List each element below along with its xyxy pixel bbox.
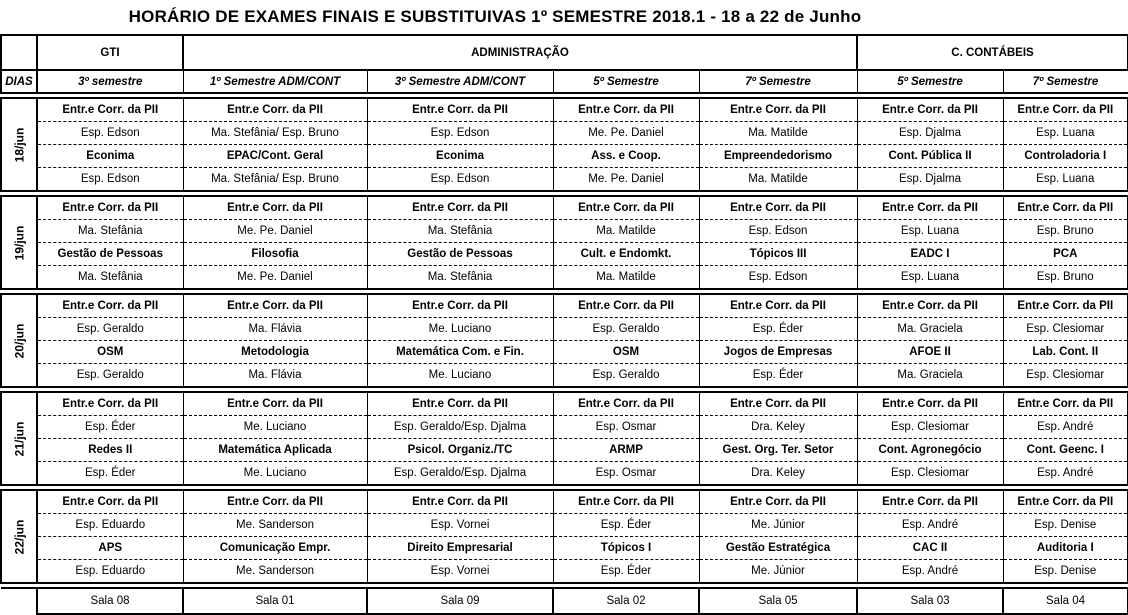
subject-cell: Psicol. Organiz./TC bbox=[367, 439, 553, 462]
subject-cell: Entr.e Corr. da PII bbox=[553, 490, 699, 514]
schedule-row bbox=[1, 537, 1128, 560]
room-cell: Sala 02 bbox=[553, 588, 699, 614]
professor-cell: Esp. Eduardo bbox=[37, 560, 183, 584]
subject-cell: Jogos de Empresas bbox=[699, 341, 857, 364]
subject-cell: Entr.e Corr. da PII bbox=[37, 392, 183, 416]
professor-cell: Esp. Luana bbox=[857, 220, 1003, 243]
semester-header-row bbox=[1, 70, 1128, 93]
subject-cell: AFOE II bbox=[857, 341, 1003, 364]
professor-cell: Esp. Edson bbox=[37, 122, 183, 145]
schedule-row bbox=[1, 145, 1128, 168]
subject-cell: PCA bbox=[1003, 243, 1128, 266]
subject-cell: Matemática Com. e Fin. bbox=[367, 341, 553, 364]
professor-cell: Ma. Stefânia bbox=[367, 220, 553, 243]
professor-cell: Esp. Geraldo bbox=[37, 364, 183, 388]
course-contabeis: C. CONTÁBEIS bbox=[857, 35, 1128, 70]
semester-header: 5º Semestre bbox=[553, 70, 699, 93]
professor-cell: Esp. Éder bbox=[553, 514, 699, 537]
professor-cell: Esp. Geraldo bbox=[37, 318, 183, 341]
room-cell: Sala 01 bbox=[183, 588, 367, 614]
subject-cell: Empreendedorismo bbox=[699, 145, 857, 168]
semester-header: 3º semestre bbox=[37, 70, 183, 93]
subject-cell: Gestão Estratégica bbox=[699, 537, 857, 560]
semester-header: 1º Semestre ADM/CONT bbox=[183, 70, 367, 93]
subject-cell: Tópicos III bbox=[699, 243, 857, 266]
professor-cell: Esp. Vornei bbox=[367, 560, 553, 584]
professor-cell: Esp. Geraldo/Esp. Djalma bbox=[367, 416, 553, 439]
professor-cell: Ma. Stefânia/ Esp. Bruno bbox=[183, 122, 367, 145]
schedule-row bbox=[1, 196, 1128, 220]
professor-cell: Esp. Geraldo bbox=[553, 364, 699, 388]
subject-cell: OSM bbox=[553, 341, 699, 364]
subject-cell: APS bbox=[37, 537, 183, 560]
day-label: 20/jun bbox=[12, 323, 27, 358]
schedule-row bbox=[1, 243, 1128, 266]
day-label-cell bbox=[1, 196, 37, 289]
course-administracao: ADMINISTRAÇÃO bbox=[183, 35, 857, 70]
subject-cell: Metodologia bbox=[183, 341, 367, 364]
subject-cell: Entr.e Corr. da PII bbox=[699, 490, 857, 514]
course-gti: GTI bbox=[37, 35, 183, 70]
professor-cell: Me. Sanderson bbox=[183, 560, 367, 584]
schedule-row bbox=[1, 439, 1128, 462]
schedule-row bbox=[1, 514, 1128, 537]
day-label-cell bbox=[1, 490, 37, 583]
subject-cell: Entr.e Corr. da PII bbox=[183, 98, 367, 122]
subject-cell: Econima bbox=[367, 145, 553, 168]
professor-cell: Esp. Edson bbox=[699, 220, 857, 243]
schedule-row bbox=[1, 462, 1128, 486]
subject-cell: Entr.e Corr. da PII bbox=[857, 490, 1003, 514]
subject-cell: EPAC/Cont. Geral bbox=[183, 145, 367, 168]
professor-cell: Esp. Clesiomar bbox=[857, 462, 1003, 486]
room-cell: Sala 04 bbox=[1003, 588, 1128, 614]
subject-cell: Entr.e Corr. da PII bbox=[1003, 98, 1128, 122]
subject-cell: Ass. e Coop. bbox=[553, 145, 699, 168]
room-cell: Sala 05 bbox=[699, 588, 857, 614]
subject-cell: Entr.e Corr. da PII bbox=[699, 294, 857, 318]
subject-cell: Gest. Org. Ter. Setor bbox=[699, 439, 857, 462]
professor-cell: Esp. Edson bbox=[367, 168, 553, 192]
schedule-row bbox=[1, 294, 1128, 318]
professor-cell: Esp. Edson bbox=[367, 122, 553, 145]
subject-cell: Entr.e Corr. da PII bbox=[183, 392, 367, 416]
professor-cell: Ma. Graciela bbox=[857, 364, 1003, 388]
professor-cell: Esp. Éder bbox=[699, 364, 857, 388]
professor-cell: Dra. Keley bbox=[699, 416, 857, 439]
subject-cell: Entr.e Corr. da PII bbox=[183, 196, 367, 220]
subject-cell: Gestão de Pessoas bbox=[367, 243, 553, 266]
professor-cell: Esp. Éder bbox=[699, 318, 857, 341]
semester-header: 7º Semestre bbox=[699, 70, 857, 93]
subject-cell: Cont. Agronegócio bbox=[857, 439, 1003, 462]
professor-cell: Ma. Stefânia bbox=[37, 266, 183, 290]
professor-cell: Esp. Edson bbox=[699, 266, 857, 290]
professor-cell: Me. Júnior bbox=[699, 560, 857, 584]
schedule-row bbox=[1, 364, 1128, 388]
subject-cell: Tópicos I bbox=[553, 537, 699, 560]
professor-cell: Esp. Luana bbox=[857, 266, 1003, 290]
professor-cell: Ma. Stefânia bbox=[37, 220, 183, 243]
professor-cell: Esp. Bruno bbox=[1003, 266, 1128, 290]
subject-cell: Entr.e Corr. da PII bbox=[367, 196, 553, 220]
semester-header: 7º Semestre bbox=[1003, 70, 1128, 93]
professor-cell: Dra. Keley bbox=[699, 462, 857, 486]
professor-cell: Esp. Bruno bbox=[1003, 220, 1128, 243]
subject-cell: Entr.e Corr. da PII bbox=[857, 196, 1003, 220]
professor-cell: Esp. André bbox=[1003, 462, 1128, 486]
professor-cell: Esp. André bbox=[857, 560, 1003, 584]
subject-cell: Entr.e Corr. da PII bbox=[553, 98, 699, 122]
subject-cell: Entr.e Corr. da PII bbox=[37, 294, 183, 318]
subject-cell: Entr.e Corr. da PII bbox=[37, 196, 183, 220]
professor-cell: Me. Pe. Daniel bbox=[183, 220, 367, 243]
professor-cell: Esp. Geraldo bbox=[553, 318, 699, 341]
professor-cell: Ma. Matilde bbox=[699, 168, 857, 192]
professor-cell: Esp. Vornei bbox=[367, 514, 553, 537]
subject-cell: Matemática Aplicada bbox=[183, 439, 367, 462]
subject-cell: Entr.e Corr. da PII bbox=[553, 196, 699, 220]
professor-cell: Esp. Luana bbox=[1003, 122, 1128, 145]
subject-cell: Entr.e Corr. da PII bbox=[699, 98, 857, 122]
professor-cell: Me. Pe. Daniel bbox=[553, 168, 699, 192]
schedule-row bbox=[1, 266, 1128, 290]
professor-cell: Esp. Eduardo bbox=[37, 514, 183, 537]
subject-cell: Entr.e Corr. da PII bbox=[183, 490, 367, 514]
professor-cell: Ma. Flávia bbox=[183, 318, 367, 341]
subject-cell: Redes II bbox=[37, 439, 183, 462]
day-label: 19/jun bbox=[12, 225, 27, 260]
subject-cell: Cont. Pública II bbox=[857, 145, 1003, 168]
professor-cell: Ma. Matilde bbox=[553, 266, 699, 290]
professor-cell: Ma. Matilde bbox=[699, 122, 857, 145]
subject-cell: Gestão de Pessoas bbox=[37, 243, 183, 266]
professor-cell: Esp. Edson bbox=[37, 168, 183, 192]
day-label-cell bbox=[1, 294, 37, 387]
subject-cell: Entr.e Corr. da PII bbox=[553, 392, 699, 416]
professor-cell: Ma. Stefânia bbox=[367, 266, 553, 290]
professor-cell: Me. Luciano bbox=[367, 318, 553, 341]
professor-cell: Esp. Djalma bbox=[857, 122, 1003, 145]
subject-cell: Entr.e Corr. da PII bbox=[37, 98, 183, 122]
subject-cell: Entr.e Corr. da PII bbox=[367, 392, 553, 416]
room-cell: Sala 08 bbox=[37, 588, 183, 614]
day-label: 22/jun bbox=[12, 519, 27, 554]
subject-cell: ARMP bbox=[553, 439, 699, 462]
professor-cell: Esp. Éder bbox=[37, 462, 183, 486]
subject-cell: Entr.e Corr. da PII bbox=[857, 392, 1003, 416]
professor-cell: Esp. Osmar bbox=[553, 416, 699, 439]
professor-cell: Me. Luciano bbox=[183, 416, 367, 439]
rooms-corner bbox=[1, 588, 37, 614]
subject-cell: Entr.e Corr. da PII bbox=[1003, 490, 1128, 514]
schedule-row bbox=[1, 318, 1128, 341]
professor-cell: Ma. Flávia bbox=[183, 364, 367, 388]
professor-cell: Esp. Clesiomar bbox=[1003, 318, 1128, 341]
course-header-row bbox=[1, 35, 1128, 70]
professor-cell: Ma. Matilde bbox=[553, 220, 699, 243]
professor-cell: Esp. Osmar bbox=[553, 462, 699, 486]
page-title: HORÁRIO DE EXAMES FINAIS E SUBSTITUIVAS 1º SEMESTRE 2018.1 - 18 a 22 de Junho bbox=[128, 7, 862, 26]
subject-cell: Entr.e Corr. da PII bbox=[699, 392, 857, 416]
schedule-row bbox=[1, 122, 1128, 145]
professor-cell: Esp. Éder bbox=[37, 416, 183, 439]
professor-cell: Esp. Luana bbox=[1003, 168, 1128, 192]
subject-cell: Entr.e Corr. da PII bbox=[367, 490, 553, 514]
subject-cell: Entr.e Corr. da PII bbox=[857, 98, 1003, 122]
subject-cell: Entr.e Corr. da PII bbox=[183, 294, 367, 318]
day-label: 18/jun bbox=[12, 127, 27, 162]
schedule-row bbox=[1, 220, 1128, 243]
subject-cell: Filosofia bbox=[183, 243, 367, 266]
subject-cell: Entr.e Corr. da PII bbox=[857, 294, 1003, 318]
professor-cell: Esp. Clesiomar bbox=[1003, 364, 1128, 388]
professor-cell: Me. Pe. Daniel bbox=[183, 266, 367, 290]
professor-cell: Esp. André bbox=[857, 514, 1003, 537]
professor-cell: Ma. Stefânia/ Esp. Bruno bbox=[183, 168, 367, 192]
subject-cell: CAC II bbox=[857, 537, 1003, 560]
professor-cell: Ma. Graciela bbox=[857, 318, 1003, 341]
subject-cell: EADC I bbox=[857, 243, 1003, 266]
subject-cell: Entr.e Corr. da PII bbox=[367, 294, 553, 318]
semester-header: 3º Semestre ADM/CONT bbox=[367, 70, 553, 93]
semester-header: 5º Semestre bbox=[857, 70, 1003, 93]
subject-cell: Auditoria I bbox=[1003, 537, 1128, 560]
subject-cell: Entr.e Corr. da PII bbox=[1003, 392, 1128, 416]
professor-cell: Esp. Éder bbox=[553, 560, 699, 584]
subject-cell: Cont. Geenc. I bbox=[1003, 439, 1128, 462]
subject-cell: Entr.e Corr. da PII bbox=[1003, 196, 1128, 220]
schedule-row bbox=[1, 560, 1128, 584]
dias-label: DIAS bbox=[1, 70, 37, 93]
professor-cell: Esp. Denise bbox=[1003, 514, 1128, 537]
professor-cell: Me. Sanderson bbox=[183, 514, 367, 537]
subject-cell: Entr.e Corr. da PII bbox=[367, 98, 553, 122]
subject-cell: Entr.e Corr. da PII bbox=[553, 294, 699, 318]
room-cell: Sala 03 bbox=[857, 588, 1003, 614]
subject-cell: Econima bbox=[37, 145, 183, 168]
schedule-row bbox=[1, 490, 1128, 514]
professor-cell: Esp. Clesiomar bbox=[857, 416, 1003, 439]
corner-cell bbox=[1, 35, 37, 70]
schedule-row bbox=[1, 392, 1128, 416]
professor-cell: Me. Luciano bbox=[367, 364, 553, 388]
professor-cell: Esp. Geraldo/Esp. Djalma bbox=[367, 462, 553, 486]
room-cell: Sala 09 bbox=[367, 588, 553, 614]
professor-cell: Me. Pe. Daniel bbox=[553, 122, 699, 145]
professor-cell: Esp. Denise bbox=[1003, 560, 1128, 584]
subject-cell: Entr.e Corr. da PII bbox=[1003, 294, 1128, 318]
subject-cell: Entr.e Corr. da PII bbox=[37, 490, 183, 514]
day-label-cell bbox=[1, 392, 37, 485]
professor-cell: Esp. Djalma bbox=[857, 168, 1003, 192]
subject-cell: Cult. e Endomkt. bbox=[553, 243, 699, 266]
schedule-row bbox=[1, 168, 1128, 192]
day-label-cell bbox=[1, 98, 37, 191]
subject-cell: Controladoria I bbox=[1003, 145, 1128, 168]
day-label: 21/jun bbox=[12, 421, 27, 456]
subject-cell: Lab. Cont. II bbox=[1003, 341, 1128, 364]
schedule-row bbox=[1, 416, 1128, 439]
subject-cell: Direito Empresarial bbox=[367, 537, 553, 560]
schedule-row bbox=[1, 341, 1128, 364]
professor-cell: Me. Luciano bbox=[183, 462, 367, 486]
professor-cell: Me. Júnior bbox=[699, 514, 857, 537]
subject-cell: Entr.e Corr. da PII bbox=[699, 196, 857, 220]
schedule-row bbox=[1, 98, 1128, 122]
exam-schedule-table bbox=[0, 34, 1128, 607]
professor-cell: Esp. André bbox=[1003, 416, 1128, 439]
subject-cell: Comunicação Empr. bbox=[183, 537, 367, 560]
subject-cell: OSM bbox=[37, 341, 183, 364]
rooms-row bbox=[1, 588, 1128, 614]
